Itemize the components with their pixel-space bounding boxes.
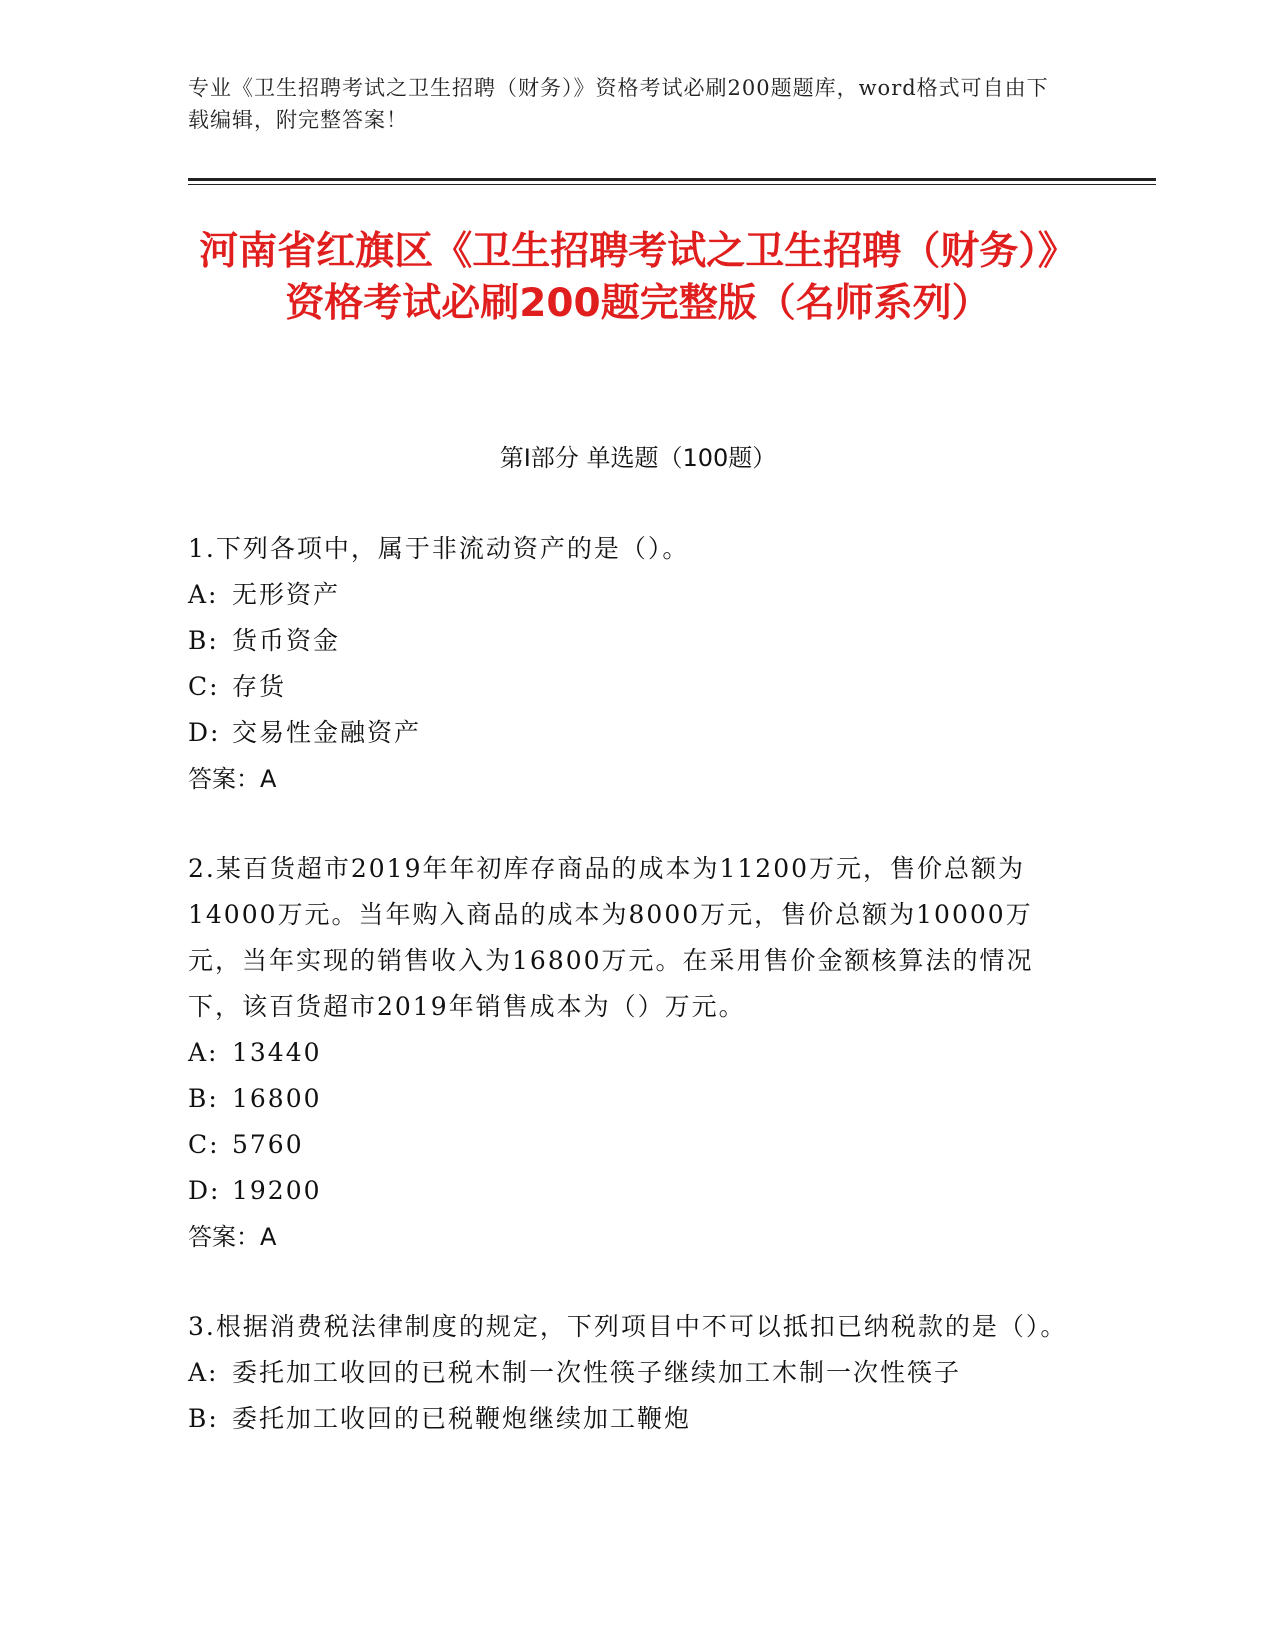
option-letter: D: — [188, 718, 221, 747]
question-text: 3.根据消费税法律制度的规定，下列项目中不可以抵扣已纳税款的是（）。 — [188, 1312, 1068, 1341]
document-title: 河南省红旗区《卫生招聘考试之卫生招聘（财务）》资格考试必刷200题完整版（名师系列） — [199, 229, 1077, 326]
option-letter: B: — [188, 1404, 219, 1433]
option-text: 19200 — [232, 1176, 322, 1205]
option-text: 16800 — [232, 1084, 322, 1113]
option-b — [188, 1396, 1083, 1442]
answer: 答案：A — [188, 1223, 277, 1251]
option-a — [188, 1030, 1083, 1076]
option-text: 委托加工收回的已税木制一次性筷子继续加工木制一次性筷子 — [232, 1358, 962, 1387]
option-letter: B: — [188, 626, 219, 655]
option-b — [188, 618, 1083, 664]
answer: 答案：A — [188, 765, 277, 793]
header-note: 专业《卫生招聘考试之卫生招聘（财务）》资格考试必刷200题题库，word格式可自由下载编辑，附完整答案！ — [188, 76, 1049, 132]
option-d — [188, 710, 1083, 756]
option-letter: C: — [188, 1130, 220, 1159]
question-1 — [188, 526, 1083, 802]
option-d — [188, 1168, 1083, 1214]
option-text: 5760 — [232, 1130, 304, 1159]
question-3 — [188, 1304, 1083, 1442]
option-a — [188, 1350, 1083, 1396]
option-text: 存货 — [232, 672, 287, 701]
option-letter: C: — [188, 672, 220, 701]
header-rule-thin — [188, 184, 1156, 185]
option-text: 交易性金融资产 — [232, 718, 422, 747]
option-letter: B: — [188, 1084, 219, 1113]
option-a — [188, 572, 1083, 618]
option-text: 无形资产 — [232, 580, 341, 609]
header-rule-thick — [188, 178, 1156, 181]
question-text: 1.下列各项中，属于非流动资产的是（）。 — [188, 534, 690, 563]
question-list — [188, 526, 1083, 1486]
section-title: 第I部分 单选题（100题） — [499, 444, 777, 472]
option-letter: A: — [188, 1038, 219, 1067]
option-text: 委托加工收回的已税鞭炮继续加工鞭炮 — [232, 1404, 692, 1433]
option-letter: A: — [188, 580, 219, 609]
question-2 — [188, 846, 1083, 1260]
option-text: 货币资金 — [232, 626, 341, 655]
question-text: 2.某百货超市2019年年初库存商品的成本为11200万元，售价总额为14000万元。当年购入商品的成本为8000万元，售价总额为10000万元，当年实现的销售收入为16800万元。在采用售价金额核算法的情况下，该百货超市2019年销售成本为（）万元。 — [188, 854, 1034, 1021]
option-c — [188, 664, 1083, 710]
option-b — [188, 1076, 1083, 1122]
option-letter: D: — [188, 1176, 221, 1205]
option-text: 13440 — [232, 1038, 322, 1067]
option-letter: A: — [188, 1358, 219, 1387]
option-c — [188, 1122, 1083, 1168]
